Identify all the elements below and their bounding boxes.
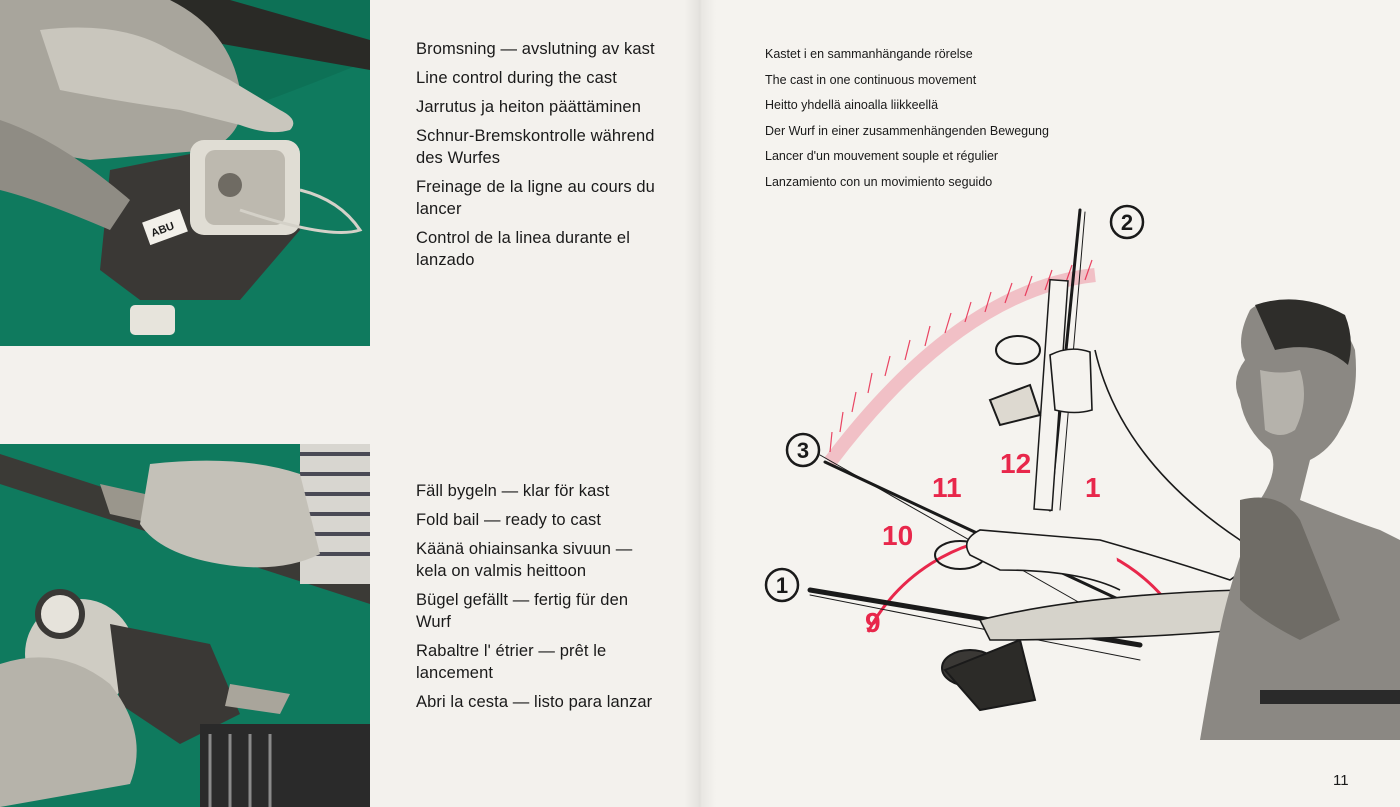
step-marker-1 — [766, 569, 798, 601]
caption-line: Kastet i en sammanhängande rörelse — [765, 47, 973, 61]
photo-fold-bail — [0, 444, 370, 807]
caption-line: Lancer d'un mouvement souple et régulier — [765, 149, 999, 163]
caption-line: Control de la linea durante el lanzado — [416, 229, 630, 269]
step-marker-2 — [1111, 206, 1143, 238]
caption-line: Abri la cesta — listo para lanzar — [416, 693, 653, 711]
step-number: 3 — [796, 438, 810, 463]
caption-line: Rabaltre l' étrier — prêt le lancement — [416, 642, 607, 682]
caption-line: Käänä ohiainsanka sivuun — kela on valmis heittoon — [416, 540, 633, 580]
caption-cast-movement — [765, 42, 1185, 195]
step-number: 1 — [775, 573, 789, 598]
reel-drawings — [935, 336, 1040, 710]
step-number: 2 — [1120, 210, 1134, 235]
casting-illustration — [700, 200, 1400, 740]
caption-line-control — [416, 38, 656, 278]
caption-line: Lanzamiento con un movimiento seguido — [765, 174, 993, 189]
caption-fold-bail — [416, 480, 656, 720]
step-marker-3 — [787, 434, 819, 466]
page-number: 11 — [1333, 772, 1349, 789]
caption-line: Heitto yhdellä ainoalla liikkeellä — [765, 98, 939, 112]
clock-number: 9 — [865, 607, 881, 638]
photo-line-control — [0, 0, 370, 346]
clock-number: 10 — [882, 520, 914, 551]
caption-line: Fold bail — ready to cast — [416, 511, 601, 529]
caster-figure — [1200, 299, 1400, 740]
clock-number: 1 — [1085, 472, 1101, 503]
caption-line: Bromsning — avslutning av kast — [416, 40, 655, 58]
caption-line: Schnur-Bremskontrolle während des Wurfes — [416, 127, 655, 167]
caption-line: Fäll bygeln — klar för kast — [416, 482, 610, 500]
caption-line: Line control during the cast — [416, 69, 617, 87]
caption-line: Der Wurf in einer zusammenhängenden Bewegung — [765, 123, 1049, 138]
caption-line: Freinage de la ligne au cours du lancer — [416, 178, 655, 218]
clock-number: 11 — [932, 472, 962, 503]
reel-brand-label: ABU — [149, 220, 177, 240]
caption-line: Jarrutus ja heiton päättäminen — [416, 98, 641, 116]
caption-line: The cast in one continuous movement — [765, 72, 977, 87]
caption-line: Bügel gefällt — fertig für den Wurf — [416, 591, 629, 631]
clock-number: 12 — [1000, 448, 1032, 479]
